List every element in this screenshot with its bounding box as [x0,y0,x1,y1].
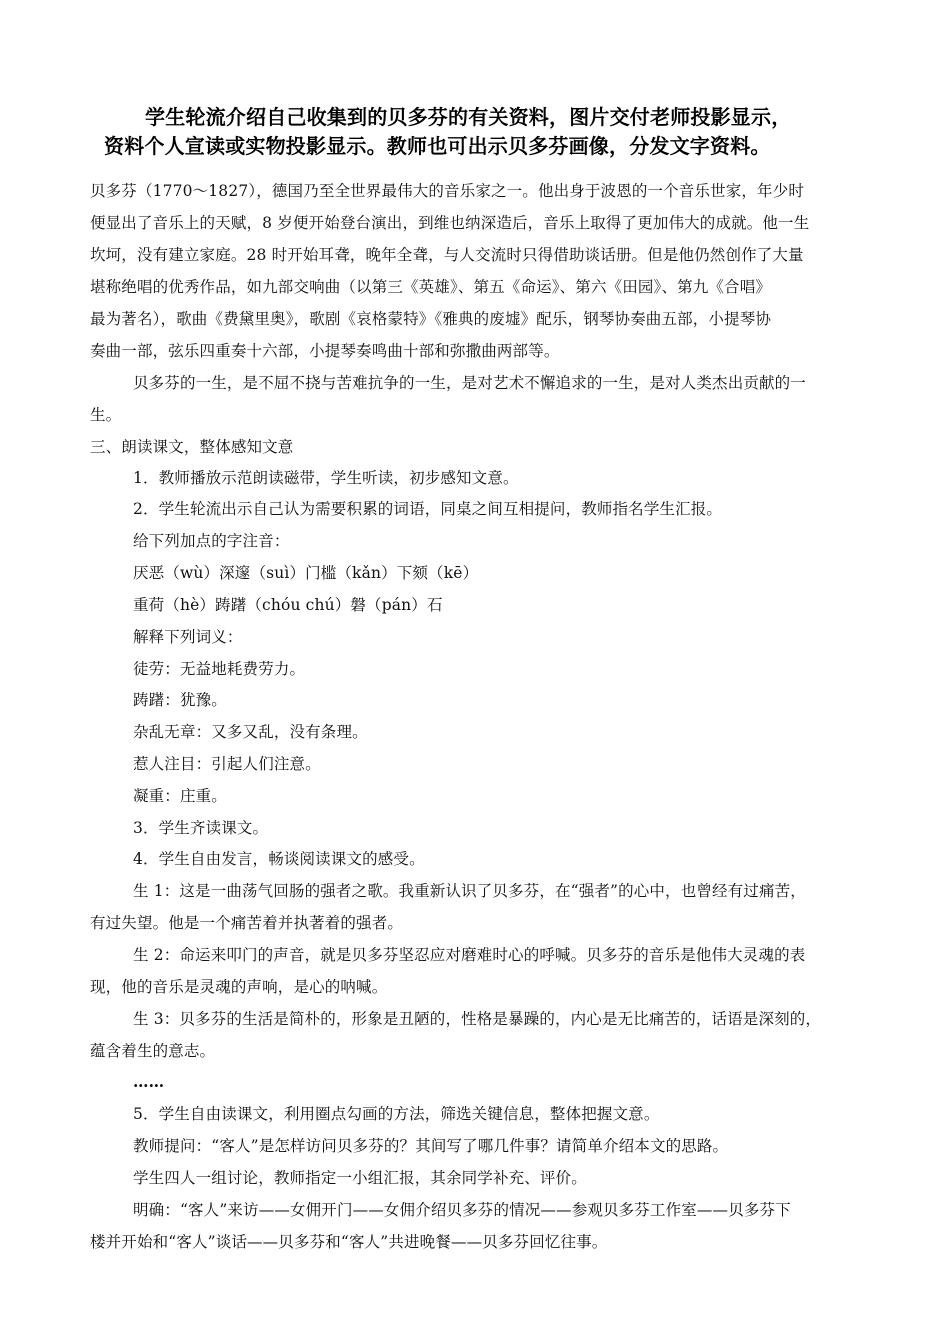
summary-line-2: 生。 [90,406,122,424]
bio-line-6: 奏曲一部，弦乐四重奏十六部，小提琴奏鸣曲十部和弥撒曲两部等。 [90,342,560,360]
student-3-line-1: 生 3：贝多芬的生活是简朴的，形象是丑陋的，性格是暴躁的，内心是无比痛苦的，话语是深刻的， [133,1010,822,1028]
definition-5: 凝重：庄重。 [133,787,227,805]
summary-line-1: 贝多芬的一生，是不屈不挠与苦难抗争的一生，是对艺术不懈追求的一生，是对人类杰出贡献的一 [133,374,806,392]
bio-line-4: 堪称绝唱的优秀作品，如九部交响曲（以第三《英雄》、第五《命运》、第六《田园》、第九《合唱》 [90,278,772,296]
ellipsis: …… [133,1072,165,1091]
item-5: 5．学生自由读课文，利用圈点勾画的方法，筛选关键信息，整体把握文意。 [133,1105,660,1123]
overlay-line-2: 资料个人宣读或实物投影显示。教师也可出示贝多芬画像，分发文字资料。 [104,134,771,158]
definition-4: 惹人注目：引起人们注意。 [133,755,321,773]
student-2-line-2: 现，他的音乐是灵魂的声响，是心的呐喊。 [90,978,388,996]
group-discussion: 学生四人一组讨论，教师指定一小组汇报，其余同学补充、评价。 [133,1169,587,1187]
section-heading: 三、朗读课文，整体感知文意 [90,438,294,456]
clarify-line-2: 楼并开始和“客人”谈话——贝多芬和“客人”共进晚餐——贝多芬回忆往事。 [90,1233,608,1251]
item-2: 2．学生轮流出示自己认为需要积累的词语，同桌之间互相提问，教师指名学生汇报。 [133,500,723,518]
student-2-line-1: 生 2：命运来叩门的声音，就是贝多芬坚忍应对磨难时心的呼喊。贝多芬的音乐是他伟大灵魂的表 [133,946,806,964]
phonetic-line-1: 厌恶（wù）深邃（suì）门槛（kǎn）下颏（kē） [133,564,479,582]
definition-3: 杂乱无章：又多又乱，没有条理。 [133,723,368,741]
phonetic-title: 给下列加点的字注音： [133,532,290,550]
define-title: 解释下列词义： [133,628,243,646]
item-4: 4．学生自由发言，畅谈阅读课文的感受。 [133,850,425,868]
student-1-line-2: 有过失望。他是一个痛苦着并执著着的强者。 [90,914,404,932]
item-1: 1．教师播放示范朗读磁带，学生听读，初步感知文意。 [133,469,519,487]
bio-line-2: 便显出了音乐上的天赋，8 岁便开始登台演出，到维也纳深造后，音乐上取得了更加伟大的成就。他一生 [90,214,810,232]
student-3-line-2: 蕴含着生的意志。 [90,1042,216,1060]
definition-2: 踌躇：犹豫。 [133,691,227,709]
overlay-line-1: 学生轮流介绍自己收集到的贝多芬的有关资料，图片交付老师投影显示， [145,105,792,129]
bio-line-3: 坎坷，没有建立家庭。28 时开始耳聋，晚年全聋，与人交流时只得借助谈话册。但是他仍然创作了大量 [90,246,804,264]
clarify-line-1: 明确：“客人”来访——女佣开门——女佣介绍贝多芬的情况——参观贝多芬工作室——贝多芬下 [133,1201,791,1219]
teacher-question: 教师提问：“客人”是怎样访问贝多芬的？其间写了哪几件事？请简单介绍本文的思路。 [133,1137,729,1155]
bio-line-1: 贝多芬（1770～1827），德国乃至全世界最伟大的音乐家之一。他出身于波恩的一个音乐世家，年少时 [90,182,804,200]
definition-1: 徒劳：无益地耗费劳力。 [133,660,306,678]
student-1-line-1: 生 1：这是一曲荡气回肠的强者之歌。我重新认识了贝多芬，在“强者”的心中，也曾经有过痛苦， [133,882,806,900]
bio-line-5: 最为著名），歌曲《费黛里奥》，歌剧《哀格蒙特》《雅典的废墟》配乐，钢琴协奏曲五部，小提琴协 [90,310,772,328]
phonetic-line-2: 重荷（hè）踌躇（chóu chú）磐（pán）石 [133,596,443,614]
item-3: 3．学生齐读课文。 [133,819,269,837]
